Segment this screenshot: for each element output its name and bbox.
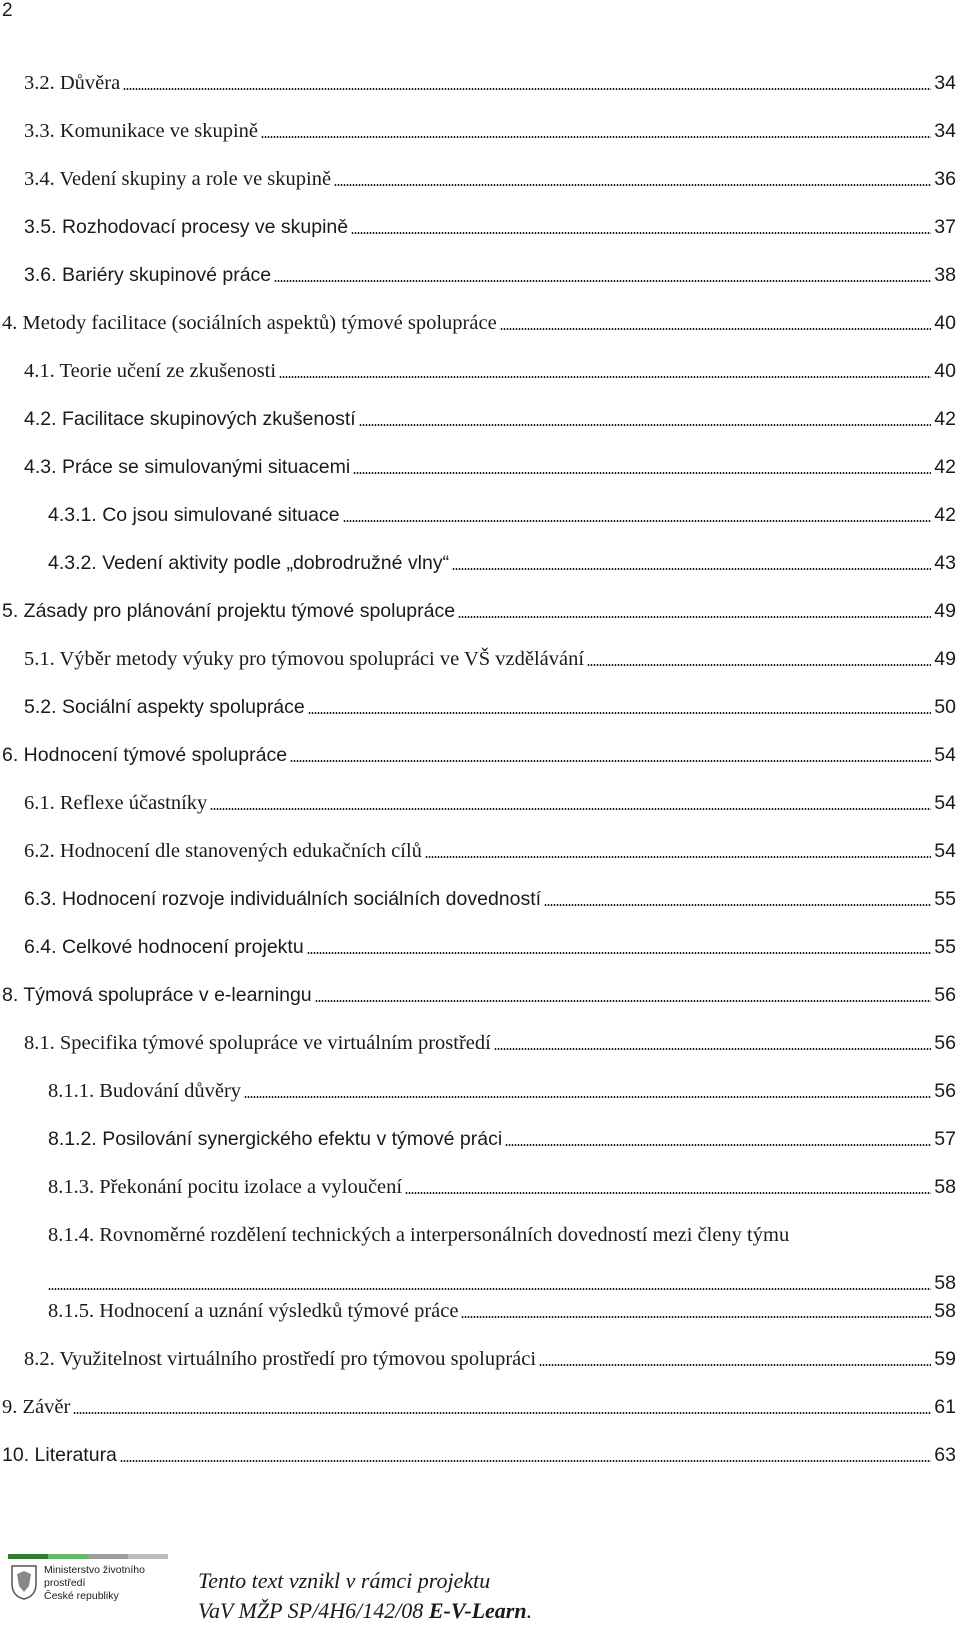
logo-color-bars xyxy=(8,1554,168,1560)
toc-leader-dots xyxy=(494,1048,931,1050)
toc-entry-title: 3.4. Vedení skupiny a role ve skupině xyxy=(24,168,332,190)
toc-entry-title: 10. Literatura xyxy=(2,1444,117,1466)
toc-leader-dots xyxy=(210,808,931,810)
toc-leader-dots xyxy=(461,1316,931,1318)
toc-entry-page: 56 xyxy=(934,984,956,1006)
toc-entry-title: 4.2. Facilitace skupinových zkušeností xyxy=(24,408,356,430)
logo-bar xyxy=(128,1554,168,1559)
toc-entry-page: 58 xyxy=(934,1300,956,1322)
toc-entry-page: 58 xyxy=(934,1176,956,1198)
toc-entry-page: 42 xyxy=(934,408,956,430)
toc-leader-dots xyxy=(405,1192,931,1194)
project-note-line-2 xyxy=(198,1596,532,1626)
toc-entry-title: 6.1. Reflexe účastníky xyxy=(24,792,208,814)
logo-bar xyxy=(48,1554,88,1559)
toc-entry-title: 6. Hodnocení týmové spolupráce xyxy=(2,744,288,766)
ministry-logo xyxy=(8,1554,168,1606)
toc-entry[interactable] xyxy=(48,1298,956,1324)
logo-text xyxy=(44,1564,168,1603)
toc-entry[interactable] xyxy=(48,1078,956,1104)
logo-line-1: Ministerstvo životního prostředí xyxy=(44,1564,145,1589)
toc-entry[interactable] xyxy=(2,742,956,768)
toc-entry[interactable] xyxy=(2,310,956,336)
toc-leader-dots xyxy=(452,568,931,570)
toc-leader-dots xyxy=(505,1144,931,1146)
toc-entry[interactable] xyxy=(24,214,956,240)
toc-entry-page: 40 xyxy=(934,360,956,382)
toc-entry-title: 3.5. Rozhodovací procesy ve skupině xyxy=(24,216,349,238)
toc-entry-page: 34 xyxy=(934,72,956,94)
toc-entry-title: 3.2. Důvěra xyxy=(24,72,121,94)
toc-entry-page: 55 xyxy=(934,888,956,910)
toc-entry-title: 8.1.1. Budování důvěry xyxy=(48,1080,242,1102)
toc-entry[interactable] xyxy=(24,838,956,864)
toc-leader-dots xyxy=(539,1364,931,1366)
toc-entry-title: 8.1.5. Hodnocení a uznání výsledků týmové práce xyxy=(48,1300,459,1322)
toc-entry[interactable] xyxy=(2,982,956,1008)
toc-entry-page: 55 xyxy=(934,936,956,958)
toc-leader-dots xyxy=(315,1000,932,1002)
toc-leader-dots xyxy=(261,136,931,138)
toc-leader-dots xyxy=(544,904,931,906)
toc-entry[interactable] xyxy=(2,598,956,624)
toc-entry[interactable] xyxy=(24,694,956,720)
toc-entry-page: 56 xyxy=(934,1032,956,1054)
page-number: 2 xyxy=(2,0,13,21)
toc-leader-dots xyxy=(274,280,931,282)
toc-entry-title: 4. Metody facilitace (sociálních aspektů) týmové spolupráce xyxy=(2,312,497,334)
logo-bar xyxy=(88,1554,128,1559)
toc-entry[interactable] xyxy=(24,934,956,960)
toc-entry-title: 5.1. Výběr metody výuky pro týmovou spolupráci ve VŠ vzdělávání xyxy=(24,648,585,670)
toc-leader-dots xyxy=(290,760,931,762)
toc-entry[interactable] xyxy=(24,790,956,816)
toc-entry-page: 42 xyxy=(934,456,956,478)
toc-entry-page: 63 xyxy=(934,1444,956,1466)
toc-entry-page: 40 xyxy=(934,312,956,334)
toc-entry-page: 34 xyxy=(934,120,956,142)
toc-entry-title: 4.1. Teorie učení ze zkušenosti xyxy=(24,360,277,382)
toc-entry[interactable] xyxy=(24,1030,956,1056)
toc-entry[interactable] xyxy=(24,454,956,480)
toc-entry-title: 6.2. Hodnocení dle stanovených edukačních cílů xyxy=(24,840,422,862)
toc-entry-title: 6.3. Hodnocení rozvoje individuálních sociálních dovedností xyxy=(24,888,542,910)
toc-entry-page: 42 xyxy=(934,504,956,526)
toc-leader-dots xyxy=(351,232,931,234)
toc-leader-dots xyxy=(48,1288,931,1290)
toc-entry-title: 8. Týmová spolupráce v e-learningu xyxy=(2,984,312,1006)
toc-entry[interactable] xyxy=(24,886,956,912)
toc-entry-title: 8.1.4. Rovnoměrné rozdělení technických a interpersonálních dovedností mezi členy týmu xyxy=(48,1224,790,1246)
toc-entry-page: 49 xyxy=(934,600,956,622)
toc-leader-dots xyxy=(279,376,931,378)
toc-entry-title: 5.2. Sociální aspekty spolupráce xyxy=(24,696,305,718)
toc-entry[interactable] xyxy=(24,406,956,432)
toc-entry-page: 61 xyxy=(934,1396,956,1418)
toc-entry[interactable] xyxy=(48,1126,956,1152)
toc-leader-dots xyxy=(73,1412,931,1414)
toc-leader-dots xyxy=(458,616,931,618)
toc-entry-title: 8.1.2. Posilování synergického efektu v týmové práci xyxy=(48,1128,503,1150)
toc-entry-page: 38 xyxy=(934,264,956,286)
toc-entry-title: 5. Zásady pro plánování projektu týmové spolupráce xyxy=(2,600,456,622)
toc-entry-title: 4.3. Práce se simulovanými situacemi xyxy=(24,456,351,478)
toc-entry-page: 59 xyxy=(934,1348,956,1370)
coat-of-arms-icon xyxy=(10,1564,38,1600)
toc-entry-title: 4.3.1. Co jsou simulované situace xyxy=(48,504,340,526)
toc-entry-page: 54 xyxy=(934,792,956,814)
toc-entry-title: 6.4. Celkové hodnocení projektu xyxy=(24,936,304,958)
project-note xyxy=(198,1566,532,1626)
toc-leader-dots xyxy=(425,856,931,858)
toc-leader-dots xyxy=(244,1096,931,1098)
toc-leader-dots xyxy=(500,328,932,330)
toc-entry-title: 3.3. Komunikace ve skupině xyxy=(24,120,258,142)
toc-entry-title: 8.1. Specifika týmové spolupráce ve virtuálním prostředí xyxy=(24,1032,491,1054)
toc-entry[interactable] xyxy=(48,502,956,528)
toc-entry[interactable] xyxy=(24,358,956,384)
toc-entry-page: 57 xyxy=(934,1128,956,1150)
logo-line-2: České republiky xyxy=(44,1590,119,1602)
toc-entry-page: 56 xyxy=(934,1080,956,1102)
toc-leader-dots xyxy=(308,712,932,714)
toc-entry[interactable] xyxy=(24,118,956,144)
toc-leader-dots xyxy=(120,1460,931,1462)
toc-entry-page: 50 xyxy=(934,696,956,718)
toc-entry[interactable] xyxy=(2,1394,956,1420)
project-note-line-1: Tento text vznikl v rámci projektu xyxy=(198,1568,491,1593)
toc-entry[interactable] xyxy=(2,1442,956,1468)
toc-entry[interactable] xyxy=(24,646,956,672)
toc-entry-page: 36 xyxy=(934,168,956,190)
toc-entry[interactable] xyxy=(48,1174,956,1200)
project-note-period: . xyxy=(526,1598,533,1623)
toc-entry[interactable] xyxy=(24,70,956,96)
toc-entry-page: 43 xyxy=(934,552,956,574)
toc-entry[interactable] xyxy=(48,1222,956,1296)
toc-entry-page: 37 xyxy=(934,216,956,238)
toc-leader-dots xyxy=(123,88,931,90)
toc-entry[interactable] xyxy=(24,1346,956,1372)
toc-entry-page: 54 xyxy=(934,744,956,766)
toc-leader-dots xyxy=(307,952,932,954)
toc-entry-title: 9. Závěr xyxy=(2,1396,71,1418)
toc-entry-title: 4.3.2. Vedení aktivity podle „dobrodružné vlny“ xyxy=(48,552,450,574)
logo-bar xyxy=(8,1554,48,1559)
toc-leader-dots xyxy=(587,664,931,666)
toc-entry-title: 3.6. Bariéry skupinové práce xyxy=(24,264,272,286)
toc-leader-dots xyxy=(359,424,932,426)
toc-entry[interactable] xyxy=(48,550,956,576)
toc-entry-title: 8.2. Využitelnost virtuálního prostředí pro týmovou spolupráci xyxy=(24,1348,537,1370)
toc-entry-page: 54 xyxy=(934,840,956,862)
toc-leader-dots xyxy=(343,520,932,522)
toc-entry[interactable] xyxy=(24,166,956,192)
toc-entry-page: 58 xyxy=(934,1272,956,1294)
toc-entry[interactable] xyxy=(24,262,956,288)
project-code: VaV MŽP SP/4H6/142/08 xyxy=(198,1598,429,1623)
toc-leader-dots xyxy=(334,184,931,186)
project-name: E-V-Learn xyxy=(428,1598,527,1623)
toc-entry-page: 49 xyxy=(934,648,956,670)
toc-leader-dots xyxy=(353,472,931,474)
toc-entry-title: 8.1.3. Překonání pocitu izolace a vyloučení xyxy=(48,1176,403,1198)
